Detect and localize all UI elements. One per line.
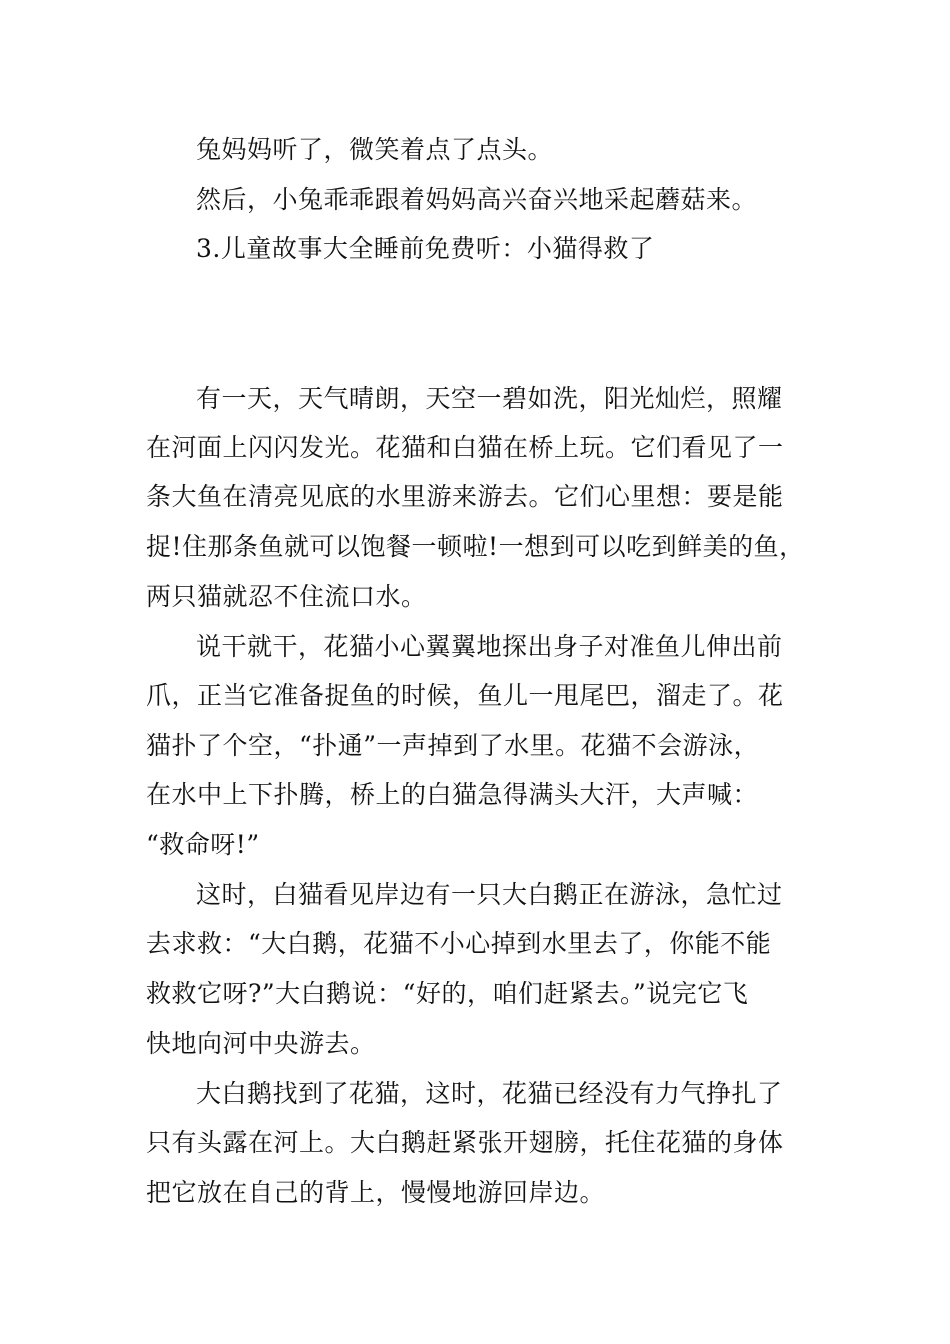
text-line: 然后，小兔乖乖跟着妈妈高兴奋兴地采起蘑菇来。 [196,185,758,214]
text-line: 大白鹅找到了花猫，这时，花猫已经没有力气挣扎了 [196,1079,783,1108]
text-line: 爪，正当它准备捉鱼的时候，鱼儿一甩尾巴，溜走了。花 [146,681,784,710]
text-line: 有一天，天气晴朗，天空一碧如洗，阳光灿烂，照耀 [196,384,783,413]
text-line: 这时，白猫看见岸边有一只大白鹅正在游泳，急忙过 [196,880,783,909]
text-line: 在河面上闪闪发光。花猫和白猫在桥上玩。它们看见了一 [146,433,784,462]
text-line: 救救它呀?”大白鹅说：“好的，咱们赶紧去。”说完它飞 [146,979,749,1008]
text-line: “救命呀!” [146,830,260,859]
text-line: 条大鱼在清亮见底的水里游来游去。它们心里想：要是能 [146,482,784,511]
text-line: 捉!住那条鱼就可以饱餐一顿啦!一想到可以吃到鲜美的鱼， [146,532,805,561]
section-heading: 3.儿童故事大全睡前免费听：小猫得救了 [196,234,655,263]
text-line: 两只猫就忍不住流口水。 [146,582,427,611]
text-line: 兔妈妈听了，微笑着点了点头。 [196,135,554,164]
text-line: 猫扑了个空，“扑通”一声掉到了水里。花猫不会游泳， [146,731,760,760]
text-line: 在水中上下扑腾，桥上的白猫急得满头大汗，大声喊： [146,780,759,809]
text-line: 快地向河中央游去。 [146,1029,376,1058]
text-line: 只有头露在河上。大白鹅赶紧张开翅膀，托住花猫的身体 [146,1128,784,1157]
text-line: 把它放在自己的背上，慢慢地游回岸边。 [146,1178,606,1207]
text-line: 说干就干，花猫小心翼翼地探出身子对准鱼儿伸出前 [196,632,783,661]
text-line: 去求救：“大白鹅，花猫不小心掉到水里去了，你能不能 [146,929,772,958]
